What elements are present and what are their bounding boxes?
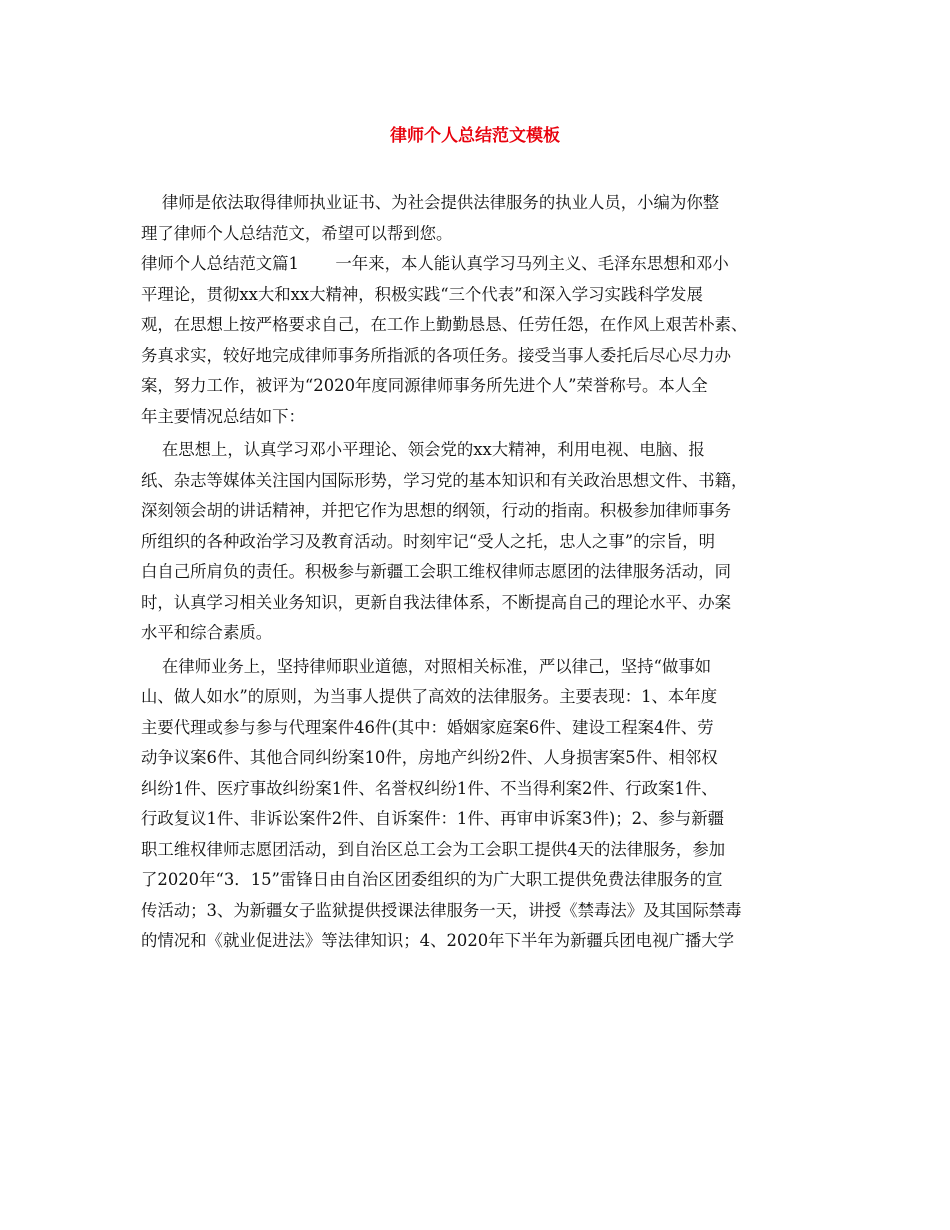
paragraph-line: 理了律师个人总结范文，希望可以帮到您。 [141, 223, 453, 243]
paragraph-line: 了2020年“3．15”雷锋日由自治区团委组织的为广大职工提供免费法律服务的宣 [141, 870, 723, 889]
paragraph-line: 律师个人总结范文篇1 一年来，本人能认真学习马列主义、毛泽东思想和邓小 [141, 254, 729, 273]
paragraph-line: 案，努力工作，被评为“2020年度同源律师事务所先进个人”荣誉称号。本人全 [141, 376, 708, 395]
paragraph-line: 的情况和《就业促进法》等法律知识；4、2020年下半年为新疆兵团电视广播大学 [141, 931, 735, 950]
paragraph-line: 纠纷1件、医疗事故纠纷案1件、名誉权纠纷1件、不当得利案2件、行政案1件、 [141, 778, 718, 798]
paragraph-line: 行政复议1件、非诉讼案件2件、自诉案件：1件、再审申诉案3件)；2、参与新疆 [141, 809, 725, 828]
paragraph-line: 平理论，贯彻xx大和xx大精神，积极实践“三个代表”和深入学习实践科学发展 [141, 284, 703, 304]
paragraph-line: 年主要情况总结如下： [141, 406, 305, 426]
document-body [141, 188, 821, 957]
paragraph-line: 在律师业务上，坚持律师职业道德，对照相关标准，严以律己，坚持“做事如 [141, 656, 712, 676]
paragraph-line: 务真求实，较好地完成律师事务所指派的各项任务。接受当事人委托后尽心尽力办 [141, 345, 732, 365]
paragraph-line: 动争议案6件、其他合同纠纷案10件，房地产纠纷2件、人身损害案5件、相邻权 [141, 748, 718, 767]
paragraph-line: 深刻领会胡的讲话精神，并把它作为思想的纲领，行动的指南。积极参加律师事务 [141, 501, 732, 520]
paragraph-line: 纸、杂志等媒体关注国内国际形势，学习党的基本知识和有关政治思想文件、书籍， [141, 470, 748, 490]
paragraph-line: 传活动；3、为新疆女子监狱提供授课法律服务一天，讲授《禁毒法》及其国际禁毒 [141, 900, 742, 920]
paragraph-line: 主要代理或参与参与代理案件46件(其中：婚姻家庭案6件、建设工程案4件、劳 [141, 717, 714, 737]
document-title: 律师个人总结范文模板 [390, 126, 560, 146]
paragraph-line: 水平和综合素质。 [141, 623, 273, 642]
paragraph-line: 职工维权律师志愿团活动，到自治区总工会为工会职工提供4天的法律服务，参加 [141, 839, 726, 859]
paragraph-line: 白自己所肩负的责任。积极参与新疆工会职工维权律师志愿团的法律服务活动，同 [141, 562, 732, 581]
paragraph-line: 山、做人如水”的原则，为当事人提供了高效的法律服务。主要表现：1、本年度 [141, 687, 718, 706]
paragraph-line: 观，在思想上按严格要求自己，在工作上勤勤恳恳、任劳任怨，在作风上艰苦朴素、 [141, 315, 748, 334]
paragraph-line: 在思想上，认真学习邓小平理论、领会党的xx大精神，利用电视、电脑、报 [141, 440, 705, 459]
paragraph-line: 时，认真学习相关业务知识，更新自我法律体系，不断提高自己的理论水平、办案 [141, 592, 732, 612]
paragraph-line: 律师是依法取得律师执业证书、为社会提供法律服务的执业人员，小编为你整 [141, 193, 720, 212]
paragraph-line: 所组织的各种政治学习及教育活动。时刻牢记“受人之托，忠人之事”的宗旨，明 [141, 531, 716, 551]
